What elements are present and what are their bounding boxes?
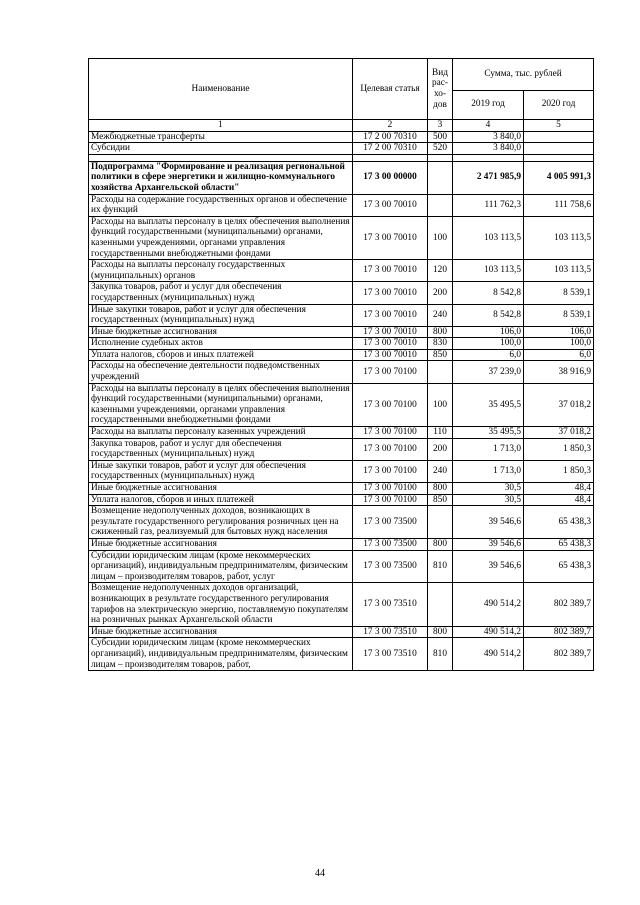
row-name: Иные закупки товаров, работ и услуг для обеспечения государственных (муниципальных) нужд <box>89 304 353 326</box>
row-name: Уплата налогов, сборов и иных платежей <box>89 494 353 506</box>
row-name: Закупка товаров, работ и услуг для обеспечения государственных (муниципальных) нужд <box>89 282 353 304</box>
row-code: 17 3 00 70010 <box>353 338 428 350</box>
row-name: Расходы на выплаты персоналу в целях обеспечения выполнения функций государственными (муниципальными) органами, казенными учреждениями, органами управления государственными внебюджетными фондами <box>89 216 353 259</box>
row-code: 17 3 00 70010 <box>353 326 428 338</box>
spacer-cell <box>453 154 524 161</box>
row-code: 17 3 00 00000 <box>353 161 428 194</box>
row-name: Расходы на содержание государственных органов и обеспечение их функций <box>89 194 353 216</box>
budget-table <box>88 58 594 671</box>
row-code: 17 3 00 70100 <box>353 483 428 495</box>
row-code: 17 3 00 70010 <box>353 260 428 282</box>
row-code: 17 3 00 70010 <box>353 349 428 361</box>
row-expense-type <box>428 161 453 194</box>
row-sum-2020: 48,4 <box>524 483 594 495</box>
row-sum-2019: 6,0 <box>453 349 524 361</box>
table-row <box>89 282 594 304</box>
table-row <box>89 638 594 671</box>
row-name: Иные бюджетные ассигнования <box>89 483 353 495</box>
row-name: Уплата налогов, сборов и иных платежей <box>89 349 353 361</box>
row-sum-2019: 100,0 <box>453 338 524 350</box>
row-code: 17 3 00 70100 <box>353 438 428 460</box>
row-name: Подпрограмма "Формирование и реализация региональной политики в сфере энергетики и жилищно-коммунального хозяйства Архангельской области" <box>89 161 353 194</box>
row-expense-type: 850 <box>428 494 453 506</box>
row-code: 17 3 00 73500 <box>353 538 428 550</box>
row-sum-2019: 1 713,0 <box>453 460 524 482</box>
row-code: 17 2 00 70310 <box>353 131 428 143</box>
table-row <box>89 143 594 155</box>
table-row <box>89 438 594 460</box>
row-sum-2019: 8 542,8 <box>453 304 524 326</box>
row-sum-2019: 490 514,2 <box>453 626 524 638</box>
header-year-2020: 2020 год <box>524 90 594 119</box>
row-name: Межбюджетные трансферты <box>89 131 353 143</box>
row-name: Расходы на выплаты персоналу казенных учреждений <box>89 427 353 439</box>
row-expense-type: 100 <box>428 383 453 426</box>
row-sum-2020 <box>524 143 594 155</box>
row-sum-2019: 35 495,5 <box>453 427 524 439</box>
row-name: Расходы на выплаты персоналу в целях обеспечения выполнения функций государственными (муниципальными) органами, казенными учреждениями, органами управления государственными внебюджетными фондами <box>89 383 353 426</box>
row-name: Субсидии юридическим лицам (кроме некоммерческих организаций), индивидуальным предпринимателям, физическим лицам – производителям товаров, работ, услуг <box>89 550 353 583</box>
table-row <box>89 131 594 143</box>
table-row <box>89 550 594 583</box>
row-expense-type: 810 <box>428 550 453 583</box>
row-expense-type <box>428 583 453 626</box>
row-expense-type: 830 <box>428 338 453 350</box>
row-sum-2020: 111 758,6 <box>524 194 594 216</box>
row-expense-type: 520 <box>428 143 453 155</box>
row-sum-2019: 103 113,5 <box>453 216 524 259</box>
table-row <box>89 361 594 383</box>
row-sum-2019: 8 542,8 <box>453 282 524 304</box>
row-expense-type: 200 <box>428 438 453 460</box>
row-code: 17 3 00 70100 <box>353 383 428 426</box>
row-name: Иные бюджетные ассигнования <box>89 326 353 338</box>
row-expense-type: 800 <box>428 326 453 338</box>
header-sum: Сумма, тыс. рублей <box>453 59 594 91</box>
row-sum-2019: 39 546,6 <box>453 550 524 583</box>
column-number: 1 <box>89 120 353 132</box>
row-sum-2020: 48,4 <box>524 494 594 506</box>
row-code: 17 3 00 70100 <box>353 361 428 383</box>
row-sum-2020: 37 018,2 <box>524 383 594 426</box>
row-sum-2019: 106,0 <box>453 326 524 338</box>
row-name: Расходы на обеспечение деятельности подведомственных учреждений <box>89 361 353 383</box>
column-number: 4 <box>453 120 524 132</box>
header-row <box>89 59 594 91</box>
row-expense-type <box>428 361 453 383</box>
table-row <box>89 583 594 626</box>
row-code: 17 3 00 73500 <box>353 550 428 583</box>
table-row <box>89 194 594 216</box>
row-sum-2020: 1 850,3 <box>524 438 594 460</box>
row-sum-2020: 6,0 <box>524 349 594 361</box>
row-sum-2020: 65 438,3 <box>524 550 594 583</box>
spacer-cell <box>353 154 428 161</box>
row-code: 17 3 00 70010 <box>353 304 428 326</box>
table-row <box>89 494 594 506</box>
table-row <box>89 460 594 482</box>
row-sum-2020: 100,0 <box>524 338 594 350</box>
row-sum-2020: 103 113,5 <box>524 260 594 282</box>
row-code: 17 3 00 73500 <box>353 506 428 539</box>
row-expense-type: 500 <box>428 131 453 143</box>
table-row <box>89 338 594 350</box>
row-expense-type: 800 <box>428 483 453 495</box>
row-code: 17 3 00 73510 <box>353 626 428 638</box>
row-expense-type: 850 <box>428 349 453 361</box>
row-sum-2020: 38 916,9 <box>524 361 594 383</box>
row-name: Иные бюджетные ассигнования <box>89 538 353 550</box>
row-code: 17 3 00 73510 <box>353 638 428 671</box>
row-sum-2019: 103 113,5 <box>453 260 524 282</box>
row-sum-2020: 4 005 991,3 <box>524 161 594 194</box>
table-row <box>89 216 594 259</box>
row-name: Иные закупки товаров, работ и услуг для обеспечения государственных (муниципальных) нужд <box>89 460 353 482</box>
row-name: Иные бюджетные ассигнования <box>89 626 353 638</box>
spacer-cell <box>524 154 594 161</box>
column-number: 3 <box>428 120 453 132</box>
row-sum-2020: 103 113,5 <box>524 216 594 259</box>
row-expense-type: 810 <box>428 638 453 671</box>
table-row <box>89 626 594 638</box>
row-code: 17 3 00 70100 <box>353 460 428 482</box>
row-sum-2020: 8 539,1 <box>524 282 594 304</box>
row-code: 17 3 00 70100 <box>353 494 428 506</box>
row-sum-2020: 802 389,7 <box>524 583 594 626</box>
row-expense-type: 100 <box>428 216 453 259</box>
spacer-cell <box>428 154 453 161</box>
row-sum-2020: 37 018,2 <box>524 427 594 439</box>
row-sum-2020: 1 850,3 <box>524 460 594 482</box>
table-row <box>89 506 594 539</box>
row-expense-type: 800 <box>428 626 453 638</box>
row-sum-2019: 39 546,6 <box>453 538 524 550</box>
row-expense-type: 240 <box>428 304 453 326</box>
row-name: Исполнение судебных актов <box>89 338 353 350</box>
row-sum-2020: 802 389,7 <box>524 638 594 671</box>
header-year-2019: 2019 год <box>453 90 524 119</box>
row-sum-2019: 490 514,2 <box>453 583 524 626</box>
row-expense-type: 110 <box>428 427 453 439</box>
row-sum-2020: 65 438,3 <box>524 506 594 539</box>
row-expense-type <box>428 506 453 539</box>
row-sum-2020: 65 438,3 <box>524 538 594 550</box>
subprogram-row <box>89 161 594 194</box>
table-row <box>89 349 594 361</box>
row-code: 17 3 00 73510 <box>353 583 428 626</box>
row-name: Возмещение недополученных доходов, возникающих в результате государственного регулирования розничных цен на сжиженный газ, реализуемый для бытовых нужд населения <box>89 506 353 539</box>
row-sum-2020: 8 539,1 <box>524 304 594 326</box>
row-sum-2019: 1 713,0 <box>453 438 524 460</box>
row-sum-2020 <box>524 131 594 143</box>
row-code: 17 2 00 70310 <box>353 143 428 155</box>
row-name: Возмещение недополученных доходов организаций, возникающих в результате государственного регулирования тарифов на электрическую энергию, поставляемую покупателям на розничных рынках Архангельской области <box>89 583 353 626</box>
row-sum-2019: 490 514,2 <box>453 638 524 671</box>
row-sum-2019: 30,5 <box>453 494 524 506</box>
row-sum-2020: 802 389,7 <box>524 626 594 638</box>
row-expense-type: 120 <box>428 260 453 282</box>
spacer-row <box>89 154 594 161</box>
row-expense-type: 200 <box>428 282 453 304</box>
row-sum-2019: 30,5 <box>453 483 524 495</box>
table-row <box>89 427 594 439</box>
row-expense-type: 240 <box>428 460 453 482</box>
table-row <box>89 304 594 326</box>
row-code: 17 3 00 70010 <box>353 216 428 259</box>
page-number: 44 <box>315 868 325 879</box>
row-expense-type <box>428 194 453 216</box>
row-expense-type: 800 <box>428 538 453 550</box>
row-code: 17 3 00 70010 <box>353 282 428 304</box>
table-row <box>89 483 594 495</box>
row-sum-2019: 39 546,6 <box>453 506 524 539</box>
row-sum-2019: 2 471 985,9 <box>453 161 524 194</box>
row-sum-2019: 111 762,3 <box>453 194 524 216</box>
table-row <box>89 383 594 426</box>
column-number-row <box>89 120 594 132</box>
row-sum-2019: 3 840,0 <box>453 131 524 143</box>
row-sum-2019: 35 495,5 <box>453 383 524 426</box>
row-code: 17 3 00 70100 <box>353 427 428 439</box>
column-number: 2 <box>353 120 428 132</box>
row-sum-2019: 37 239,0 <box>453 361 524 383</box>
header-type: Вид рас-хо-дов <box>428 59 453 120</box>
header-code: Целевая статья <box>353 59 428 120</box>
table-body <box>89 131 594 671</box>
row-name: Расходы на выплаты персоналу государственных (муниципальных) органов <box>89 260 353 282</box>
row-name: Закупка товаров, работ и услуг для обеспечения государственных (муниципальных) нужд <box>89 438 353 460</box>
column-number: 5 <box>524 120 594 132</box>
spacer-cell <box>89 154 353 161</box>
table-row <box>89 538 594 550</box>
table-row <box>89 326 594 338</box>
row-name: Субсидии <box>89 143 353 155</box>
row-sum-2020: 106,0 <box>524 326 594 338</box>
table-row <box>89 260 594 282</box>
row-name: Субсидии юридическим лицам (кроме некоммерческих организаций), индивидуальным предпринимателям, физическим лицам – производителям товаров, работ, <box>89 638 353 671</box>
row-sum-2019: 3 840,0 <box>453 143 524 155</box>
row-code: 17 3 00 70010 <box>353 194 428 216</box>
header-name: Наименование <box>89 59 353 120</box>
